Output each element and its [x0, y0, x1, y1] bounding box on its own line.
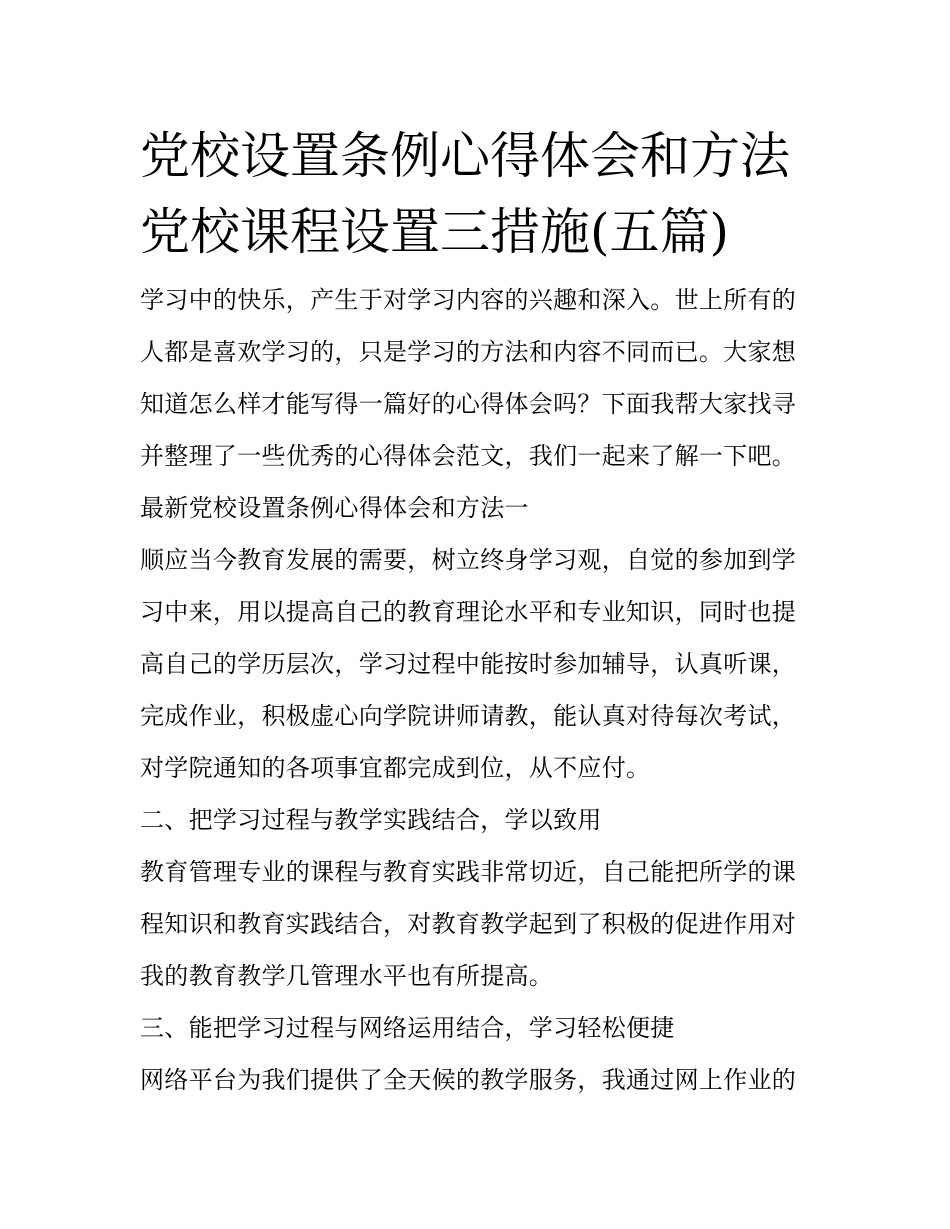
body-line: 我的教育教学几管理水平也有所提高。: [140, 962, 554, 990]
section-heading: 最新党校设置条例心得体会和方法一: [140, 494, 529, 522]
body-line: 对学院通知的各项事宜都完成到位，从不应付。: [140, 754, 651, 782]
document-page: [140, 118, 820, 1106]
body-line: 完成作业，积极虚心向学院讲师请教，能认真对待每次考试，: [140, 702, 797, 730]
body-line: 高自己的学历层次，学习过程中能按时参加辅导，认真听课，: [140, 650, 797, 678]
section-heading: 二、把学习过程与教学实践结合，学以致用: [140, 806, 602, 834]
body-line: 并整理了一些优秀的心得体会范文，我们一起来了解一下吧。: [140, 442, 797, 470]
title-line: 党校设置条例心得体会和方法: [140, 127, 790, 185]
document-body: [140, 274, 820, 1106]
section-heading: 三、能把学习过程与网络运用结合，学习轻松便捷: [140, 1014, 675, 1042]
body-line: 网络平台为我们提供了全天候的教学服务，我通过网上作业的: [140, 1066, 797, 1094]
title-line: 党校课程设置三措施(五篇): [140, 203, 730, 261]
document-title: [140, 118, 820, 270]
body-line: 人都是喜欢学习的，只是学习的方法和内容不同而已。大家想: [140, 338, 797, 366]
body-line: 知道怎么样才能写得一篇好的心得体会吗？下面我帮大家找寻: [140, 390, 797, 418]
body-line: 学习中的快乐，产生于对学习内容的兴趣和深入。世上所有的: [140, 286, 797, 314]
body-line: 习中来，用以提高自己的教育理论水平和专业知识，同时也提: [140, 598, 797, 626]
body-line: 程知识和教育实践结合，对教育教学起到了积极的促进作用对: [140, 910, 797, 938]
body-line: 教育管理专业的课程与教育实践非常切近，自己能把所学的课: [140, 858, 797, 886]
body-line: 顺应当今教育发展的需要，树立终身学习观，自觉的参加到学: [140, 546, 797, 574]
